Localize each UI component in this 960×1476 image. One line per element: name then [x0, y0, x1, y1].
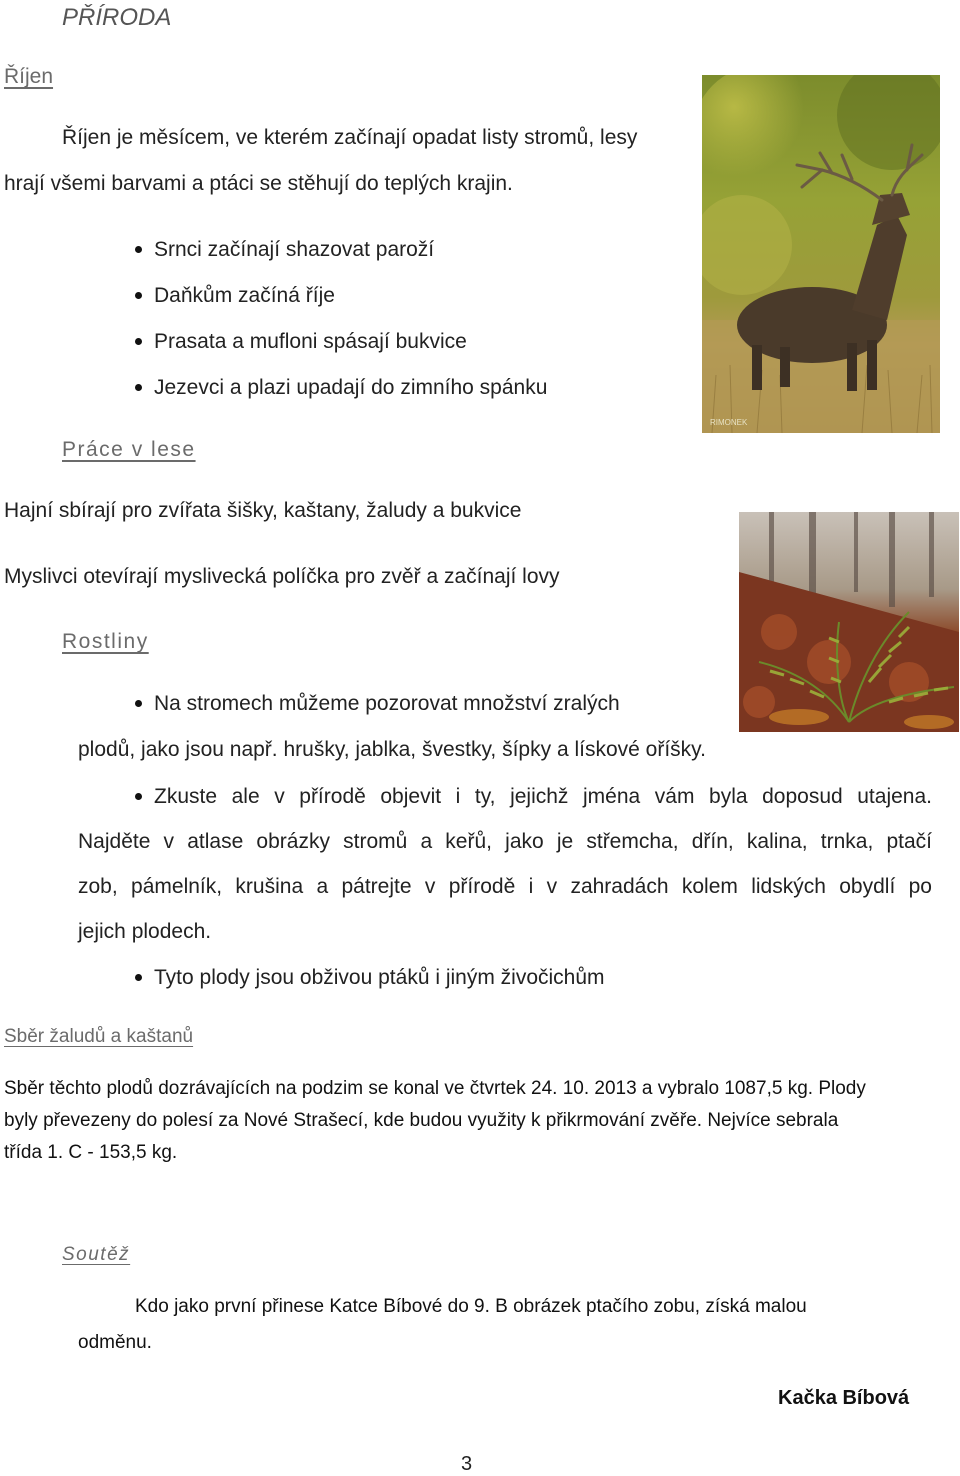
photo-watermark: RIMONEK	[710, 418, 748, 427]
october-bullet: Srnci začínají shazovat paroží	[154, 238, 435, 261]
plants-bullet-2: Zkuste ale v přírodě objevit i ty, jejichž jména vám byla doposud utajena.	[154, 785, 932, 808]
plants-bullet-1: Na stromech můžeme pozorovat množství zralých	[154, 692, 620, 715]
forest-work-line2: Myslivci otevírají myslivecká políčka pro zvěř a začínají lovy	[4, 565, 560, 588]
collection-line3: třída 1. C - 153,5 kg.	[4, 1142, 178, 1163]
collection-line2: byly převezeny do polesí za Nové Strašecí, kde budou využity k přikrmování zvěře. Nejvíce sebrala	[4, 1110, 839, 1131]
fern-forest-photo	[739, 512, 959, 732]
section-title: PŘÍRODA	[62, 4, 172, 31]
plants-bullet-2-cont: jejich plodech.	[78, 920, 212, 943]
contest-line1: Kdo jako první přinese Katce Bíbové do 9. B obrázek ptačího zobu, získá malou	[135, 1296, 807, 1317]
plants-bullet-3: Tyto plody jsou obživou ptáků i jiným živočichům	[154, 966, 605, 989]
fern-illustration	[739, 512, 959, 732]
plants-bullet-2-cont: zob, pámelník, krušina a pátrejte v přírodě i v zahradách kolem lidských obydlí po	[78, 875, 932, 898]
october-bullet: Prasata a mufloni spásají bukvice	[154, 330, 467, 353]
contest-line2: odměnu.	[78, 1332, 152, 1353]
october-intro-line1: Říjen je měsícem, ve kterém začínají opadat listy stromů, lesy	[62, 126, 638, 149]
plants-bullet-2-cont: Najděte v atlase obrázky stromů a keřů, jako je střemcha, dřín, kalina, trnka, ptačí	[78, 830, 932, 853]
october-heading: Říjen	[4, 65, 54, 88]
forest-work-line1: Hajní sbírají pro zvířata šišky, kaštany, žaludy a bukvice	[4, 499, 522, 522]
october-bullet: Daňkům začíná říje	[154, 284, 335, 307]
plants-heading: Rostliny	[62, 630, 149, 653]
collection-line1: Sběr těchto plodů dozrávajících na podzim se konal ve čtvrtek 24. 10. 2013 a vybralo 1087,5 kg. Plody	[4, 1078, 866, 1099]
contest-heading: Soutěž	[62, 1244, 131, 1265]
october-bullet: Jezevci a plazi upadají do zimního spánku	[154, 376, 548, 399]
plants-bullet-1-cont: plodů, jako jsou např. hrušky, jablka, švestky, šípky a lískové oříšky.	[78, 738, 706, 761]
collection-heading: Sběr žaludů a kaštanů	[4, 1026, 194, 1047]
deer-illustration	[702, 75, 940, 433]
page-number: 3	[461, 1453, 473, 1475]
author-signature: Kačka Bíbová	[778, 1387, 910, 1409]
deer-photo	[702, 75, 940, 433]
october-intro-line2: hrají všemi barvami a ptáci se stěhují do teplých krajin.	[4, 172, 513, 195]
forest-work-heading: Práce v lese	[62, 438, 196, 461]
